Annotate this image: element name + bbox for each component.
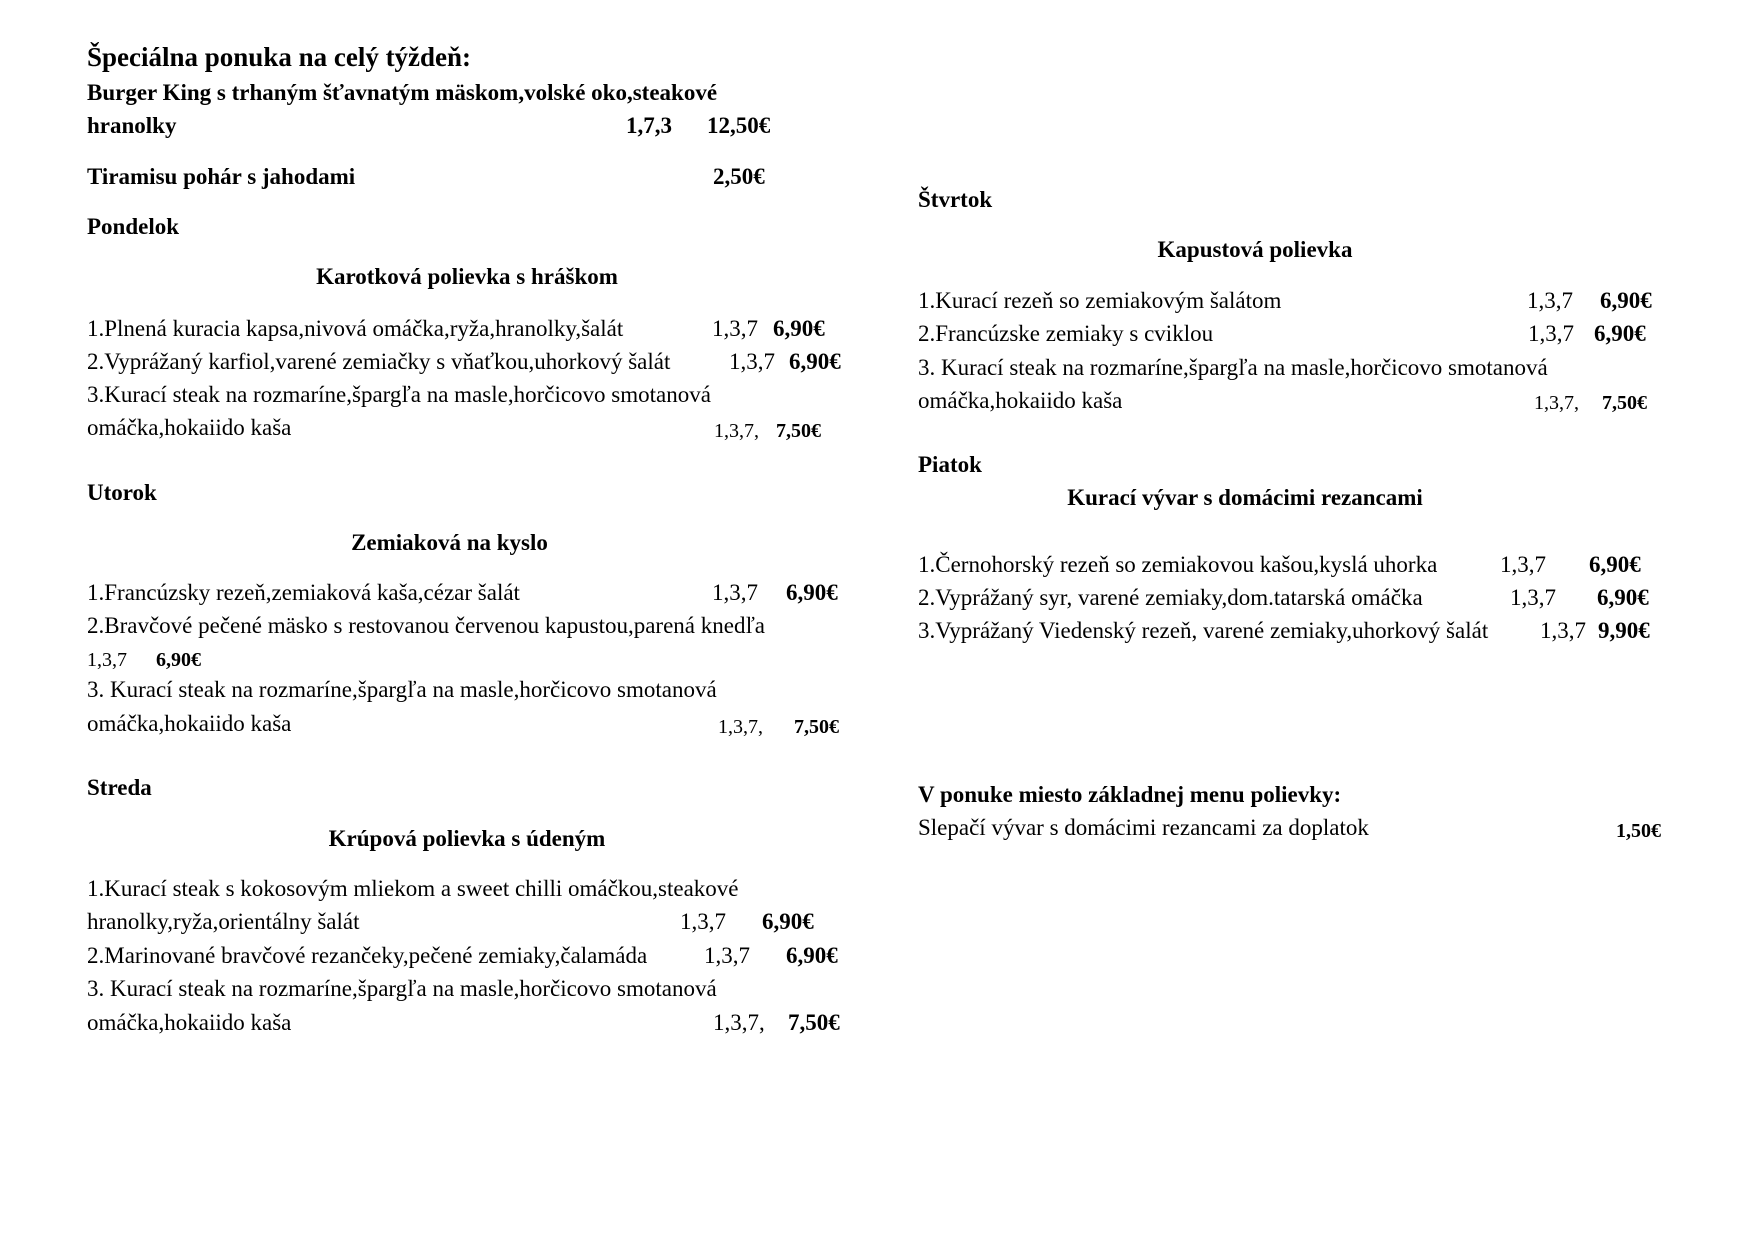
friday-item-3-price: 9,90€ bbox=[1598, 618, 1650, 643]
day-wednesday: Streda bbox=[87, 775, 152, 800]
wednesday-soup: Krúpová polievka s údeným bbox=[328, 826, 606, 851]
monday-item-2: 2.Vyprážaný karfiol,varené zemiačky s vňaťkou,uhorkový šalát bbox=[87, 349, 671, 374]
monday-item-2-price: 6,90€ bbox=[789, 349, 841, 374]
tuesday-soup: Zemiaková na kyslo bbox=[351, 530, 548, 555]
friday-item-3: 3.Vyprážaný Viedenský rezeň, varené zemiaky,uhorkový šalát bbox=[918, 618, 1489, 643]
tuesday-item-3-price: 7,50€ bbox=[794, 716, 839, 738]
thursday-item-2: 2.Francúzske zemiaky s cviklou bbox=[918, 321, 1214, 346]
thursday-item-3-allergens: 1,3,7, bbox=[1534, 392, 1579, 414]
wednesday-item-3-price: 7,50€ bbox=[788, 1010, 840, 1035]
special-offer-heading: Špeciálna ponuka na celý týždeň: bbox=[87, 42, 472, 72]
monday-item-2-allergens: 1,3,7 bbox=[729, 349, 775, 374]
wednesday-item-1-price: 6,90€ bbox=[762, 909, 814, 934]
wednesday-item-3-allergens: 1,3,7, bbox=[713, 1010, 765, 1035]
burger-description-cont: hranolky bbox=[87, 113, 177, 138]
burger-allergens: 1,7,3 bbox=[626, 113, 672, 138]
wednesday-item-1: 1.Kurací steak s kokosovým mliekom a sweet chilli omáčkou,steakové bbox=[87, 876, 739, 901]
friday-item-2: 2.Vyprážaný syr, varené zemiaky,dom.tatarská omáčka bbox=[918, 585, 1423, 610]
thursday-item-2-allergens: 1,3,7 bbox=[1528, 321, 1574, 346]
monday-item-3-cont: omáčka,hokaiido kaša bbox=[87, 415, 292, 440]
thursday-item-1: 1.Kurací rezeň so zemiakovým šalátom bbox=[918, 288, 1282, 313]
friday-item-2-allergens: 1,3,7 bbox=[1510, 585, 1556, 610]
friday-item-1: 1.Černohorský rezeň so zemiakovou kašou,kyslá uhorka bbox=[918, 552, 1438, 577]
thursday-item-2-price: 6,90€ bbox=[1594, 321, 1646, 346]
monday-item-3: 3.Kurací steak na rozmaríne,špargľa na masle,horčicovo smotanová bbox=[87, 382, 711, 407]
wednesday-item-2-price: 6,90€ bbox=[786, 943, 838, 968]
wednesday-item-1-allergens: 1,3,7 bbox=[680, 909, 726, 934]
monday-item-1-allergens: 1,3,7 bbox=[712, 316, 758, 341]
tuesday-item-1-allergens: 1,3,7 bbox=[712, 580, 758, 605]
friday-item-1-allergens: 1,3,7 bbox=[1500, 552, 1546, 577]
monday-item-3-price: 7,50€ bbox=[776, 420, 821, 442]
wednesday-item-3: 3. Kurací steak na rozmaríne,špargľa na masle,horčicovo smotanová bbox=[87, 976, 717, 1001]
tuesday-item-2: 2.Bravčové pečené mäsko s restovanou červenou kapustou,parená knedľa bbox=[87, 613, 766, 638]
wednesday-item-3-cont: omáčka,hokaiido kaša bbox=[87, 1010, 292, 1035]
burger-description: Burger King s trhaným šťavnatým mäskom,volské oko,steakové bbox=[87, 80, 718, 105]
thursday-item-1-price: 6,90€ bbox=[1600, 288, 1652, 313]
tuesday-item-1: 1.Francúzsky rezeň,zemiaková kaša,cézar šalát bbox=[87, 580, 520, 605]
tuesday-item-1-price: 6,90€ bbox=[786, 580, 838, 605]
extra-soup-heading: V ponuke miesto základnej menu polievky: bbox=[918, 782, 1342, 807]
monday-item-1: 1.Plnená kuracia kapsa,nivová omáčka,ryža,hranolky,šalát bbox=[87, 316, 624, 341]
day-monday: Pondelok bbox=[87, 214, 180, 239]
burger-price: 12,50€ bbox=[707, 113, 771, 138]
tiramisu-price: 2,50€ bbox=[713, 164, 765, 189]
extra-soup-item: Slepačí vývar s domácimi rezancami za doplatok bbox=[918, 815, 1369, 840]
wednesday-item-2: 2.Marinované bravčové rezančeky,pečené zemiaky,čalamáda bbox=[87, 943, 648, 968]
thursday-item-1-allergens: 1,3,7 bbox=[1527, 288, 1573, 313]
friday-item-2-price: 6,90€ bbox=[1597, 585, 1649, 610]
wednesday-item-1-cont: hranolky,ryža,orientálny šalát bbox=[87, 909, 360, 934]
thursday-item-3-cont: omáčka,hokaiido kaša bbox=[918, 388, 1123, 413]
monday-item-1-price: 6,90€ bbox=[773, 316, 825, 341]
monday-item-3-allergens: 1,3,7, bbox=[714, 420, 759, 442]
tiramisu-item: Tiramisu pohár s jahodami bbox=[87, 164, 356, 189]
thursday-item-3-price: 7,50€ bbox=[1602, 392, 1647, 414]
monday-soup: Karotková polievka s hráškom bbox=[316, 264, 618, 289]
tuesday-item-2-allergens: 1,3,7 bbox=[87, 649, 127, 671]
tuesday-item-3: 3. Kurací steak na rozmaríne,špargľa na masle,horčicovo smotanová bbox=[87, 677, 717, 702]
extra-soup-price: 1,50€ bbox=[1616, 820, 1661, 842]
tuesday-item-3-allergens: 1,3,7, bbox=[718, 716, 763, 738]
day-thursday: Štvrtok bbox=[918, 187, 993, 212]
wednesday-item-2-allergens: 1,3,7 bbox=[704, 943, 750, 968]
tuesday-item-2-price: 6,90€ bbox=[156, 649, 201, 671]
thursday-soup: Kapustová polievka bbox=[1157, 237, 1353, 262]
day-tuesday: Utorok bbox=[87, 480, 157, 505]
friday-item-3-allergens: 1,3,7 bbox=[1540, 618, 1586, 643]
friday-item-1-price: 6,90€ bbox=[1589, 552, 1641, 577]
friday-soup: Kurací vývar s domácimi rezancami bbox=[1067, 485, 1423, 510]
day-friday: Piatok bbox=[918, 452, 982, 477]
tuesday-item-3-cont: omáčka,hokaiido kaša bbox=[87, 711, 292, 736]
thursday-item-3: 3. Kurací steak na rozmaríne,špargľa na masle,horčicovo smotanová bbox=[918, 355, 1548, 380]
